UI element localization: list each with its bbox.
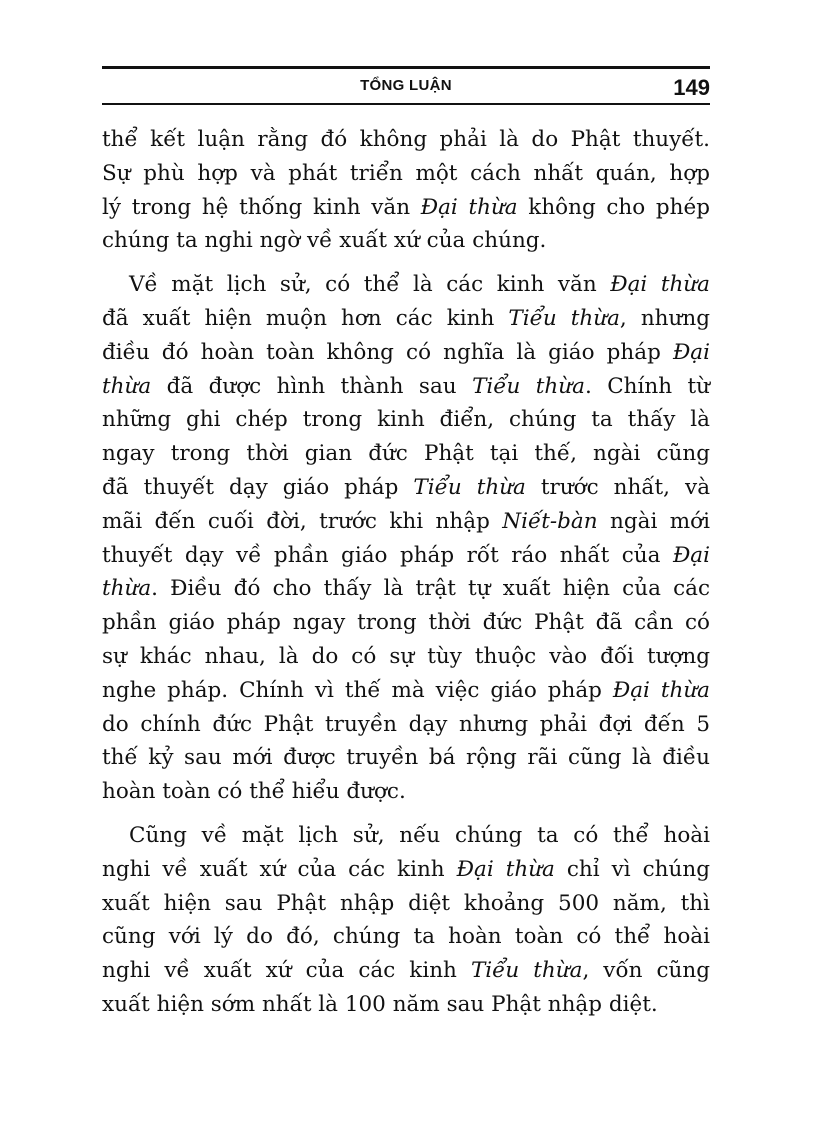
paragraph-gap bbox=[102, 809, 710, 819]
italic-term: Tiểu thừa bbox=[508, 305, 620, 331]
text-segment: xuất hiện sớm nhất là 100 năm sau Phật nhập diệt. bbox=[102, 991, 658, 1017]
text-segment: , nhưng bbox=[619, 305, 710, 331]
text-line bbox=[102, 336, 710, 370]
text-segment: chúng ta nghi ngờ về xuất xứ của chúng. bbox=[102, 228, 547, 254]
text-segment: . Chính từ bbox=[584, 373, 711, 399]
text-segment: mãi đến cuối đời, trước khi nhập bbox=[102, 508, 503, 534]
text-segment: nghi về xuất xứ của các kinh bbox=[102, 856, 457, 882]
italic-term: Đại bbox=[672, 542, 710, 568]
italic-term: Tiểu thừa bbox=[470, 958, 583, 984]
text-line bbox=[102, 674, 710, 708]
italic-term: Tiểu thừa bbox=[413, 474, 526, 500]
text-segment: lý trong hệ thống kinh văn bbox=[102, 194, 421, 220]
text-segment: ngài mới bbox=[597, 508, 710, 534]
italic-term: thừa bbox=[102, 576, 152, 602]
text-segment: chỉ vì chúng bbox=[554, 856, 710, 882]
body-text bbox=[102, 123, 710, 1022]
italic-term: Đại thừa bbox=[456, 856, 555, 882]
text-line bbox=[102, 954, 710, 988]
text-line bbox=[102, 471, 710, 505]
text-segment: ngay trong thời gian đức Phật tại thế, ngài cũng bbox=[102, 441, 710, 467]
italic-term: Đại thừa bbox=[612, 677, 710, 703]
italic-term: Đại thừa bbox=[610, 272, 710, 298]
text-line bbox=[102, 775, 710, 809]
text-segment: thế kỷ sau mới được truyền bá rộng rãi cũng là điều bbox=[102, 745, 710, 771]
paragraph bbox=[102, 268, 710, 809]
text-segment: thuyết dạy về phần giáo pháp rốt ráo nhất của bbox=[102, 542, 673, 568]
text-line bbox=[102, 887, 710, 921]
text-segment: . Điều đó cho thấy là trật tự xuất hiện của các bbox=[151, 576, 710, 602]
text-segment: điều đó hoàn toàn không có nghĩa là giáo pháp bbox=[102, 339, 673, 365]
text-segment: do chính đức Phật truyền dạy nhưng phải đợi đến 5 bbox=[102, 711, 710, 737]
text-segment: thể kết luận rằng đó không phải là do Phật thuyết. bbox=[102, 127, 710, 152]
text-segment: không cho phép bbox=[517, 194, 710, 220]
text-segment: đã xuất hiện muộn hơn các kinh bbox=[102, 305, 509, 331]
text-segment: nghe pháp. Chính vì thế mà việc giáo pháp bbox=[102, 677, 613, 703]
text-line bbox=[102, 539, 710, 573]
text-line bbox=[102, 191, 710, 225]
text-line bbox=[102, 437, 710, 471]
text-segment: phần giáo pháp ngay trong thời đức Phật đã cần có bbox=[102, 610, 710, 636]
text-segment: trước nhất, và bbox=[525, 474, 711, 500]
book-page bbox=[102, 66, 710, 1022]
text-line bbox=[102, 403, 710, 437]
text-segment: Sự phù hợp và phát triển một cách nhất quán, hợp bbox=[102, 160, 710, 186]
page-number: 149 bbox=[673, 75, 710, 100]
text-segment: Cũng về mặt lịch sử, nếu chúng ta có thể hoài bbox=[129, 822, 710, 848]
text-line bbox=[102, 853, 710, 887]
text-line bbox=[102, 157, 710, 191]
italic-term: Đại thừa bbox=[420, 194, 518, 220]
text-line bbox=[102, 505, 710, 539]
text-line bbox=[102, 302, 710, 336]
chapter-title: TỔNG LUẬN bbox=[360, 77, 452, 94]
italic-term: Đại bbox=[672, 339, 710, 365]
italic-term: Niết-bàn bbox=[502, 508, 598, 534]
text-line bbox=[102, 741, 710, 775]
italic-term: thừa bbox=[102, 373, 152, 399]
text-line bbox=[102, 640, 710, 674]
text-segment: sự khác nhau, là do có sự tùy thuộc vào đối tượng bbox=[102, 643, 710, 669]
text-segment: đã được hình thành sau bbox=[151, 373, 473, 399]
text-line bbox=[102, 988, 710, 1022]
text-line bbox=[102, 819, 710, 853]
text-segment: đã thuyết dạy giáo pháp bbox=[102, 474, 414, 500]
text-line bbox=[102, 708, 710, 742]
text-segment: hoàn toàn có thể hiểu được. bbox=[102, 779, 406, 805]
text-line bbox=[102, 123, 710, 157]
text-segment: Về mặt lịch sử, có thể là các kinh văn bbox=[129, 272, 611, 298]
text-segment: xuất hiện sau Phật nhập diệt khoảng 500 năm, thì bbox=[102, 890, 710, 916]
paragraph-gap bbox=[102, 258, 710, 268]
running-header bbox=[102, 66, 710, 105]
text-segment: cũng với lý do đó, chúng ta hoàn toàn có thể hoài bbox=[102, 924, 710, 950]
text-segment: những ghi chép trong kinh điển, chúng ta thấy là bbox=[102, 407, 710, 433]
text-line bbox=[102, 920, 710, 954]
paragraph bbox=[102, 819, 710, 1022]
text-segment: , vốn cũng bbox=[582, 958, 710, 984]
text-line bbox=[102, 572, 710, 606]
text-line bbox=[102, 224, 710, 258]
text-line bbox=[102, 370, 710, 404]
italic-term: Tiểu thừa bbox=[472, 373, 585, 399]
text-segment: nghi về xuất xứ của các kinh bbox=[102, 958, 471, 984]
text-line bbox=[102, 606, 710, 640]
text-line bbox=[102, 268, 710, 302]
paragraph bbox=[102, 123, 710, 258]
